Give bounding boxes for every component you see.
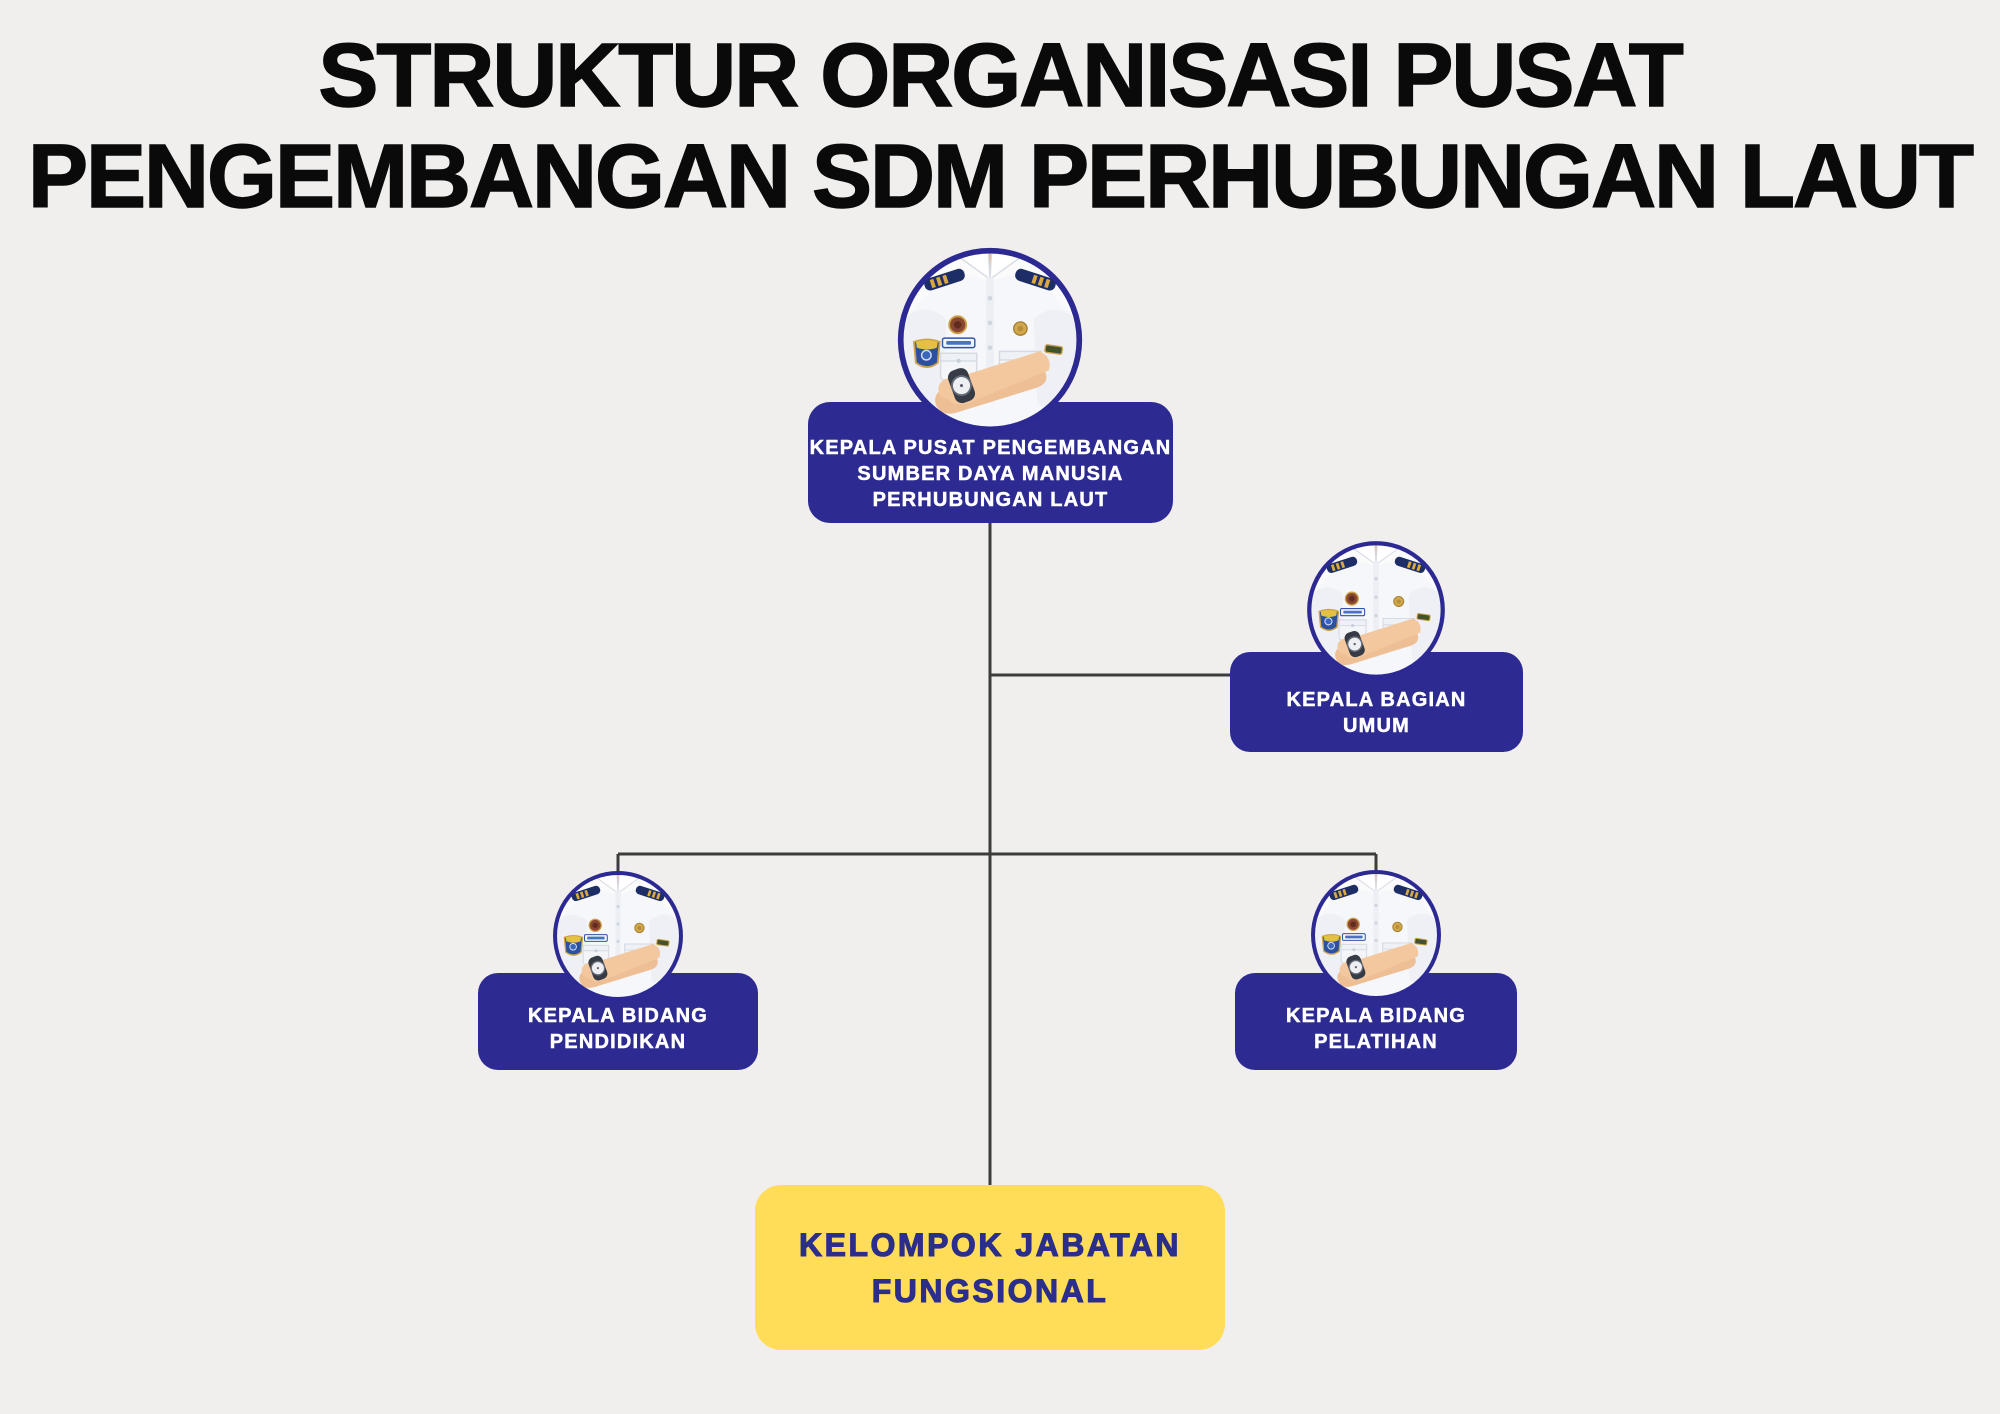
node-fungsional-line1: KELOMPOK JABATAN xyxy=(799,1226,1181,1263)
node-bidang-pelatihan-line2: PELATIHAN xyxy=(1314,1031,1438,1053)
node-bagian-umum-line2: UMUM xyxy=(1342,715,1410,737)
node-kepala-pusat-line2: SUMBER DAYA MANUSIA xyxy=(857,463,1124,485)
node-bidang-pendidikan-line2: PENDIDIKAN xyxy=(549,1031,687,1053)
node-bidang-pelatihan-line1: KEPALA BIDANG xyxy=(1285,1005,1467,1027)
node-kepala-pusat-line3: PERHUBUNGAN LAUT xyxy=(872,489,1109,511)
page-title-line1: STRUKTUR ORGANISASI PUSAT xyxy=(318,26,1682,126)
page-title-line2: PENGEMBANGAN SDM PERHUBUNGAN LAUT xyxy=(27,127,1972,227)
officer-avatar-bagian-umum xyxy=(1305,539,1447,681)
node-kepala-pusat-line1: KEPALA PUSAT PENGEMBANGAN xyxy=(809,437,1172,459)
officer-avatar-bidang-pendidikan xyxy=(551,869,685,1003)
node-bagian-umum-line1: KEPALA BAGIAN xyxy=(1286,689,1467,711)
node-bidang-pendidikan-line1: KEPALA BIDANG xyxy=(527,1005,709,1027)
officer-avatar-bidang-pelatihan xyxy=(1309,868,1443,1002)
officer-avatar-kepala-pusat xyxy=(895,245,1085,435)
node-kelompok-jabatan-fungsional xyxy=(755,1185,1225,1350)
node-fungsional-line2: FUNGSIONAL xyxy=(871,1272,1109,1309)
